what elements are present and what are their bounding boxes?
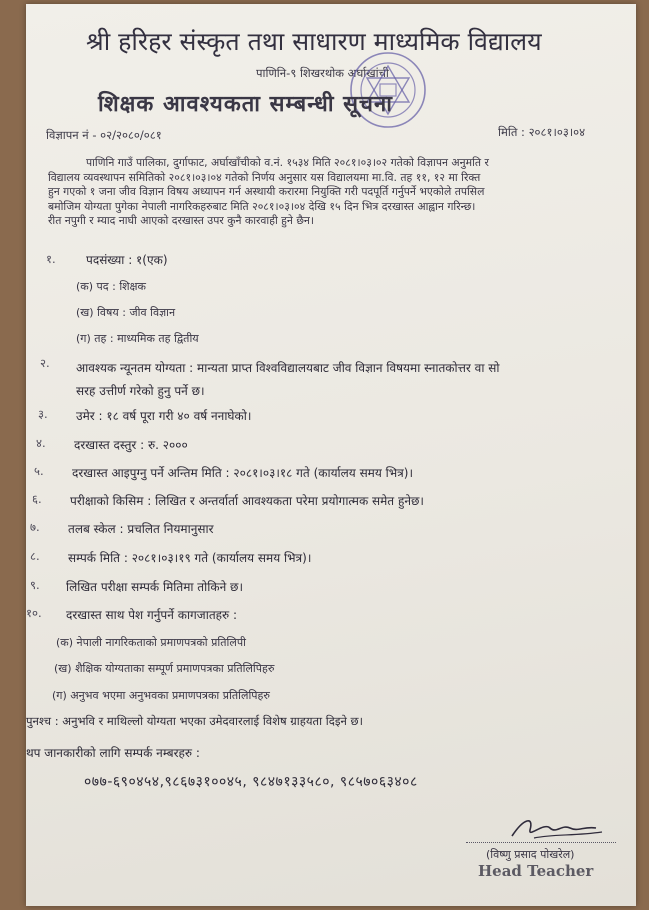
intro-paragraph: [48, 156, 628, 229]
item-number: ८.: [30, 549, 40, 563]
item-text: दरखास्त साथ पेश गर्नुपर्ने कागजातहरु :: [66, 608, 238, 622]
contact-numbers: ०७७-६९०४५४,९८६७३१००४५, ९८४७१३३५८०, ९८५७०६३४०८: [84, 774, 418, 790]
document-item: (क) नेपाली नागरिकताको प्रमाणपत्रको प्रतिलिपी: [56, 636, 246, 649]
school-name: श्री हरिहर संस्कृत तथा साधारण माध्यमिक विद्यालय: [86, 27, 542, 56]
document-item: (ग) अनुभव भएमा अनुभवका प्रमाणपत्रका प्रतिलिपिहरु: [52, 689, 270, 702]
item-number: ७.: [30, 520, 40, 534]
item-text: तलब स्केल : प्रचलित नियमानुसार: [68, 522, 214, 536]
item-number: ५.: [34, 464, 44, 478]
item-number: ४.: [36, 436, 46, 450]
intro-line: विद्यालय व्यवस्थापन समितिको २०८१।०३।०४ गतेको निर्णय अनुसार यस विद्यालयमा मा.वि. तह ११, १२ मा रिक्त: [48, 170, 481, 184]
signatory-name: (विष्णु प्रसाद पोखरेल): [486, 848, 575, 861]
item-number: १.: [46, 252, 56, 266]
post-detail: (ग) तह : माध्यमिक तह द्वितीय: [76, 332, 199, 345]
notice-number: विज्ञापन नं - ०२/२०८०/०८१: [46, 128, 162, 142]
intro-line: रीत नपुगी र म्याद नाघी आएको दरखास्त उपर कुनै कारवाही हुने छैन।: [48, 214, 314, 227]
item-number: ६.: [32, 492, 42, 506]
item-text: दरखास्त दस्तुर : रु. २०००: [74, 438, 188, 452]
post-detail: (क) पद : शिक्षक: [76, 280, 146, 293]
item-text: पदसंख्या : १(एक): [86, 253, 168, 267]
contact-label: थप जानकारीको लागि सम्पर्क नम्बरहरु :: [26, 746, 200, 760]
intro-line: पाणिनि गाउँ पालिका, दुर्गाफाट, अर्घाखाँचीको व.नं. १५३४ मिति २०८१।०३।०२ गतेको विज्ञापन अनुमति र: [86, 156, 489, 169]
signature-icon: [504, 812, 614, 846]
postscript: पुनश्च : अनुभवि र माथिल्लो योग्यता भएका उमेदवारलाई विशेष ग्राहयता दिइने छ।: [26, 714, 363, 728]
intro-line: बमोजिम योग्यता पुगेका नेपाली नागरिकहरुबाट मिति २०८१।०३।०४ देखि १५ दिन भित्र दरखास्त आह्वान गरिन्छ।: [48, 199, 476, 213]
post-detail: (ख) विषय : जीव विज्ञान: [76, 306, 176, 319]
item-number: १०.: [26, 606, 42, 620]
item-text: उमेर : १८ वर्ष पूरा गरी ४० वर्ष ननाघेको।: [76, 409, 252, 423]
item-text-cont: सरह उत्तीर्ण गरेको हुनु पर्ने छ।: [76, 384, 205, 398]
item-text: लिखित परीक्षा सम्पर्क मितिमा तोकिने छ।: [66, 580, 244, 594]
school-location: पाणिनि-९ शिखरथोक अर्घाखांची: [256, 66, 389, 80]
item-text: परीक्षाको किसिम : लिखित र अन्तर्वार्ता आवश्यकता परेमा प्रयोगात्मक समेत हुनेछ।: [70, 494, 424, 508]
notice-title: शिक्षक आवश्यकता सम्बन्धी सूचना: [98, 91, 393, 117]
item-number: ३.: [38, 407, 48, 421]
item-text: सम्पर्क मिति : २०८१।०३।१९ गते (कार्यालय समय भित्र)।: [68, 551, 312, 565]
notice-date: मिति : २०८१।०३।०४: [498, 125, 586, 139]
item-text: आवश्यक न्यूनतम योग्यता : मान्यता प्राप्त विश्वविद्यालयबाट जीव विज्ञान विषयमा स्नातकोत्तर वा सो: [76, 361, 500, 375]
item-text: दरखास्त आइपुग्नु पर्ने अन्तिम मिति : २०८१।०३।१८ गते (कार्यालय समय भित्र)।: [72, 466, 414, 480]
intro-line: हुन गएको १ जना जीव विज्ञान विषय अध्यापन गर्न अस्थायी करारमा नियुक्ति गरी पदपूर्ति गर्नुपर्ने भएकोले तपसिल: [48, 185, 485, 198]
designation: Head Teacher: [478, 862, 594, 880]
item-number: २.: [40, 356, 50, 370]
signature-line: [466, 842, 616, 843]
notice-paper: [26, 4, 636, 906]
document-item: (ख) शैक्षिक योग्यताका सम्पूर्ण प्रमाणपत्रका प्रतिलिपिहरु: [54, 662, 275, 675]
item-number: ९.: [30, 578, 40, 592]
